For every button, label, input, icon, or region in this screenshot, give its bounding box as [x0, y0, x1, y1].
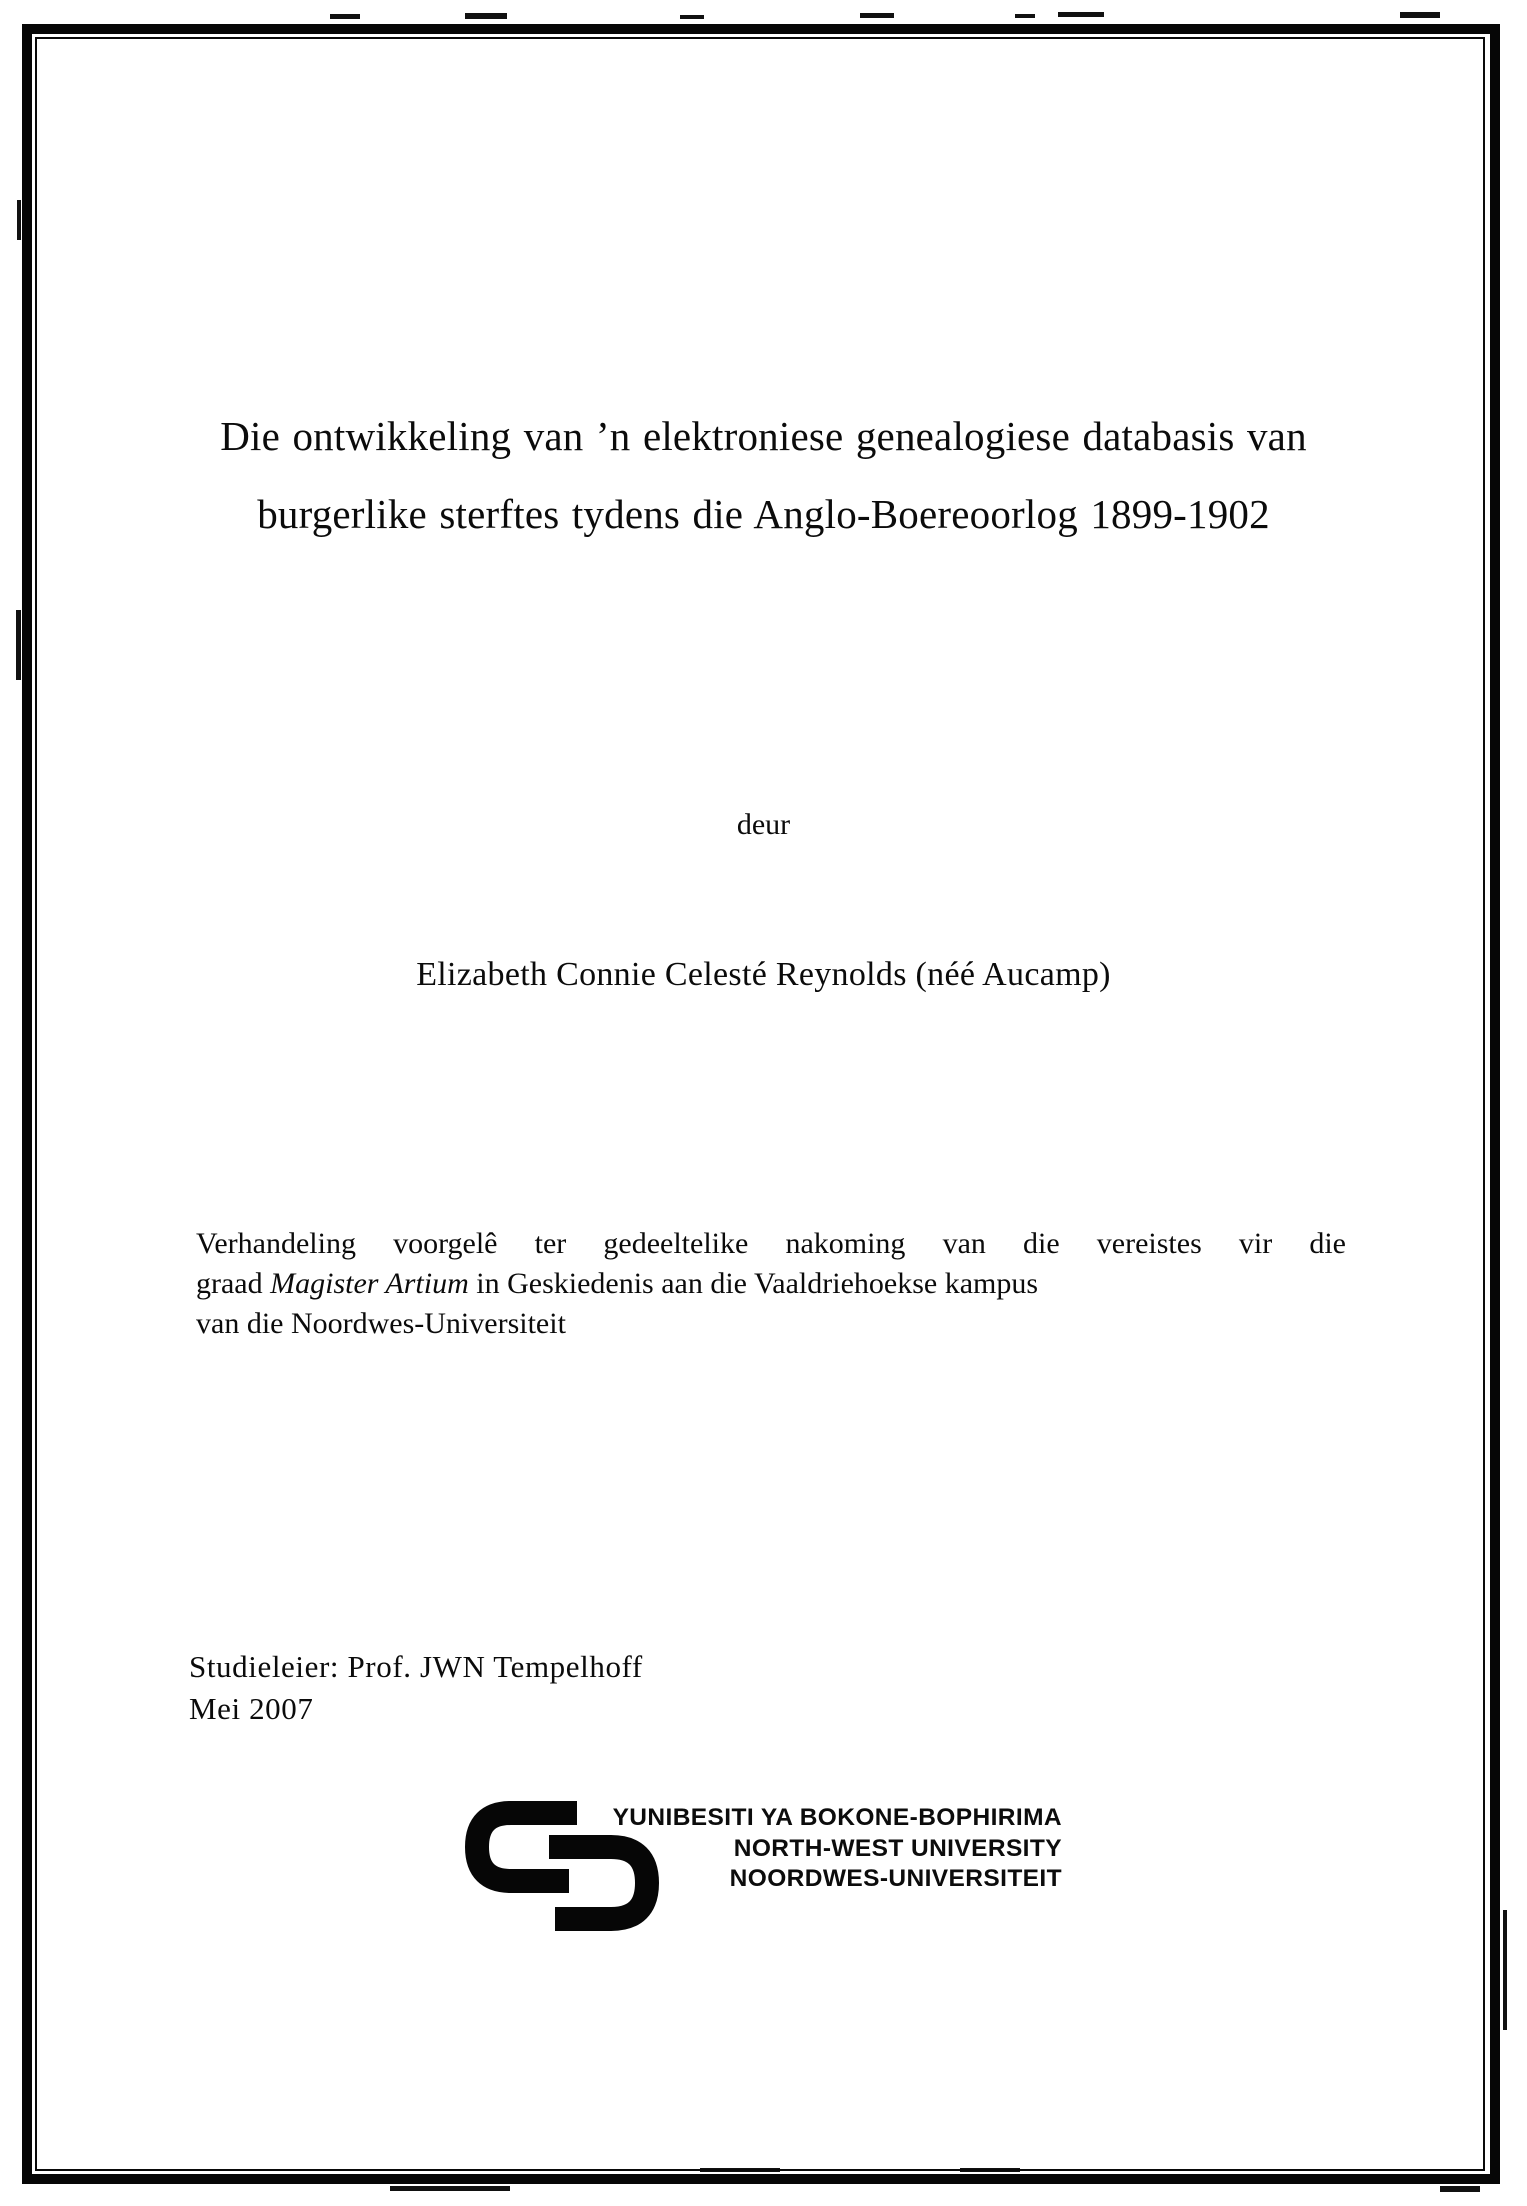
statement-line3: van die Noordwes-Universiteit [196, 1307, 566, 1340]
statement-line2 [196, 1264, 1346, 1304]
statement-line1: Verhandeling voorgelê ter gedeeltelike nakoming van die vereistes vir die [196, 1227, 1346, 1260]
scan-artifact [17, 200, 21, 240]
scan-artifact [1440, 2186, 1480, 2192]
supervisor-line: Studieleier: Prof. JWN Tempelhoff [189, 1649, 643, 1684]
scan-artifact [680, 15, 704, 19]
statement-line2-pre: graad [196, 1267, 271, 1300]
university-logo-text [588, 1803, 1062, 1895]
scan-artifact [16, 610, 21, 680]
thesis-title-line2: burgerlike sterftes tydens die Anglo-Boereoorlog 1899-1902 [257, 491, 1270, 537]
scan-artifact [1503, 1910, 1507, 2030]
degree-name: Magister Artium [270, 1267, 469, 1300]
logo-line-english: NORTH-WEST UNIVERSITY [733, 1834, 1062, 1862]
scan-artifact [465, 13, 507, 19]
scan-artifact [390, 2186, 510, 2191]
byline-preposition: deur [736, 808, 791, 841]
scan-artifact [1058, 12, 1104, 17]
logo-line-afrikaans: NOORDWES-UNIVERSITEIT [729, 1865, 1062, 1892]
thesis-title [0, 397, 1527, 553]
scan-artifact [330, 14, 360, 19]
scan-artifact [1400, 12, 1440, 18]
author-name: Elizabeth Connie Celesté Reynolds (néé Aucamp) [416, 956, 1111, 993]
university-logo [465, 1797, 1065, 1937]
submission-statement [196, 1224, 1346, 1344]
statement-line2-post: in Geskiedenis aan die Vaaldriehoekse kampus [468, 1267, 1039, 1300]
date-line: Mei 2007 [189, 1691, 314, 1726]
thesis-title-line1: Die ontwikkeling van ’n elektroniese genealogiese databasis van [220, 413, 1307, 459]
scan-artifact [860, 13, 894, 18]
scan-artifact [1015, 14, 1035, 18]
supervisor-block [189, 1646, 643, 1730]
logo-line-setswana: YUNIBESITI YA BOKONE-BOPHIRIMA [612, 1804, 1062, 1831]
